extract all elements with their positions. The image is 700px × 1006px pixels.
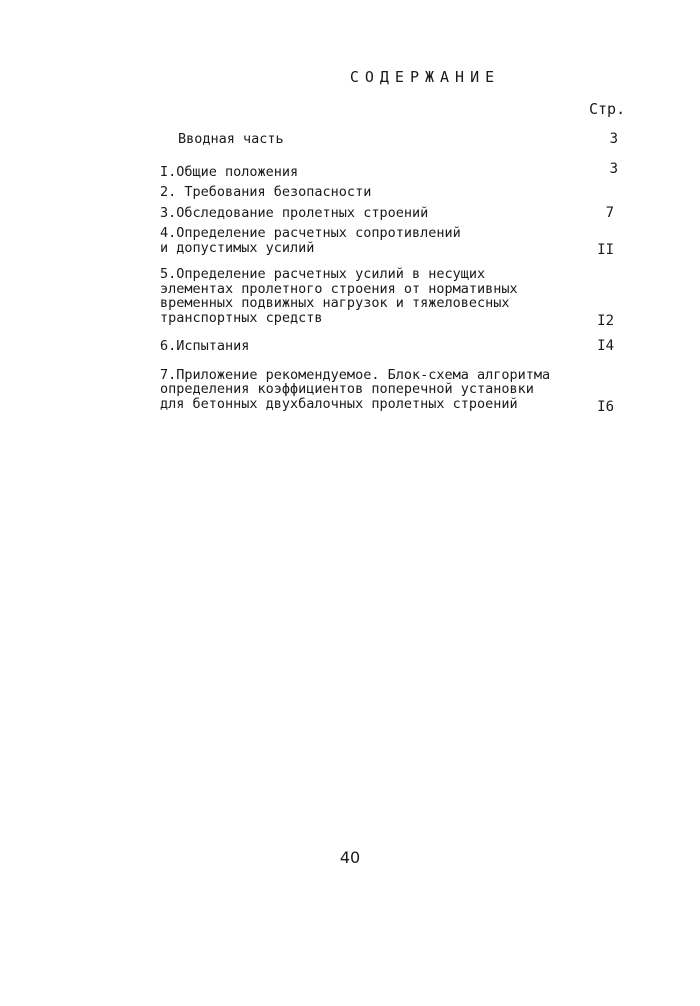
toc-entry-page: I6 bbox=[597, 398, 614, 415]
toc-entry-text: 6.Испытания bbox=[160, 338, 250, 354]
toc-entry-5 bbox=[160, 266, 630, 329]
toc-entry-page: 7 bbox=[605, 204, 614, 221]
toc-entry-text: 5.Определение расчетных усилий в несущих элементах пролетного строения от нормативных временных подвижных нагрузок и тяжеловесных транспортных средств bbox=[160, 266, 518, 326]
toc-entry-text: 7.Приложение рекомендуемое. Блок-схема алгоритма определения коэффициентов поперечной установки для бетонных двухбалочных пролетных строений bbox=[160, 366, 551, 412]
page-column-header: Стр. bbox=[589, 100, 626, 118]
toc-entry-intro bbox=[178, 132, 630, 147]
toc-entry-4 bbox=[160, 225, 630, 258]
toc-entry-text: 4.Определение расчетных сопротивлений и допустимых усилий bbox=[160, 225, 461, 256]
toc-entry-text: 3.Обследование пролетных строений bbox=[160, 204, 429, 221]
document-title: СОДЕРЖАНИЕ bbox=[349, 68, 501, 86]
toc-entry-page: 3 bbox=[609, 160, 618, 177]
toc-entry-3 bbox=[160, 206, 630, 221]
table-of-contents bbox=[160, 131, 630, 415]
toc-entry-page: 3 bbox=[609, 131, 618, 147]
toc-entry-page: I4 bbox=[597, 338, 614, 354]
toc-entry-text: 2. Требования безопасности bbox=[160, 184, 372, 200]
toc-entry-text: Вводная часть bbox=[178, 131, 284, 147]
toc-entry-page: II bbox=[597, 241, 614, 258]
toc-entry-text: I.Общие положения bbox=[160, 163, 299, 180]
toc-entry-page: I2 bbox=[597, 312, 614, 329]
toc-entry-6 bbox=[160, 339, 630, 354]
toc-entry-1 bbox=[160, 160, 630, 180]
toc-entry-2 bbox=[160, 185, 630, 200]
page-number: 40 bbox=[339, 848, 361, 867]
toc-entry-7 bbox=[160, 366, 630, 415]
